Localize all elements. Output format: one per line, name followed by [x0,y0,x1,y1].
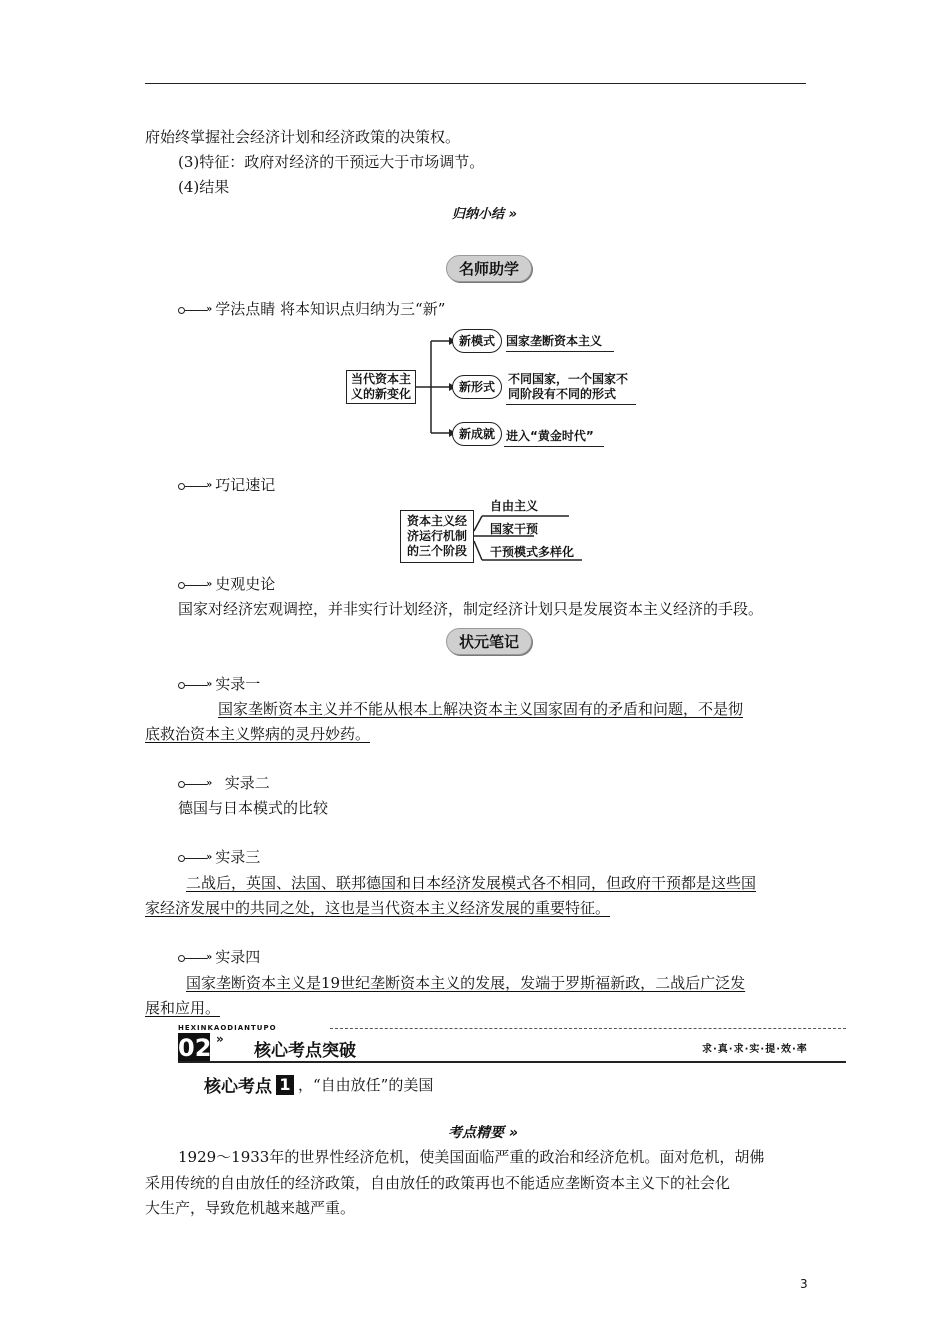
bullet-arrow-icon: » [178,953,209,963]
note-text: 德国与日本模式的比较 [178,799,329,817]
pill-teacher-help: 名师助学 [446,255,532,282]
diagram-stage-item: 自由主义 [490,499,539,513]
diagram-center-box: 当代资本主 义的新变化 [346,370,416,404]
banner-number: 02 [178,1034,212,1062]
pill-top-notes: 状元笔记 [446,628,532,655]
diagram-new-changes [346,326,646,451]
text-line: 府始终掌握社会经济计划和经济政策的决策权。 [145,128,461,146]
section-banner [178,1024,846,1064]
note-text: 展和应用。 [145,999,221,1017]
banner-dash [330,1028,846,1029]
note-title: » 实录三 [178,846,260,868]
bullet-arrow-icon: » [178,779,209,789]
diagram-node-new-form: 新形式 [452,375,502,399]
core-point-number: 1 [276,1075,294,1095]
section-title-summary: 归纳小结 » [452,207,517,222]
diagram-stage-item: 干预模式多样化 [490,545,575,559]
note-text: 二战后，英国、法国、联邦德国和日本经济发展模式各不相同，但政府干预都是这些国 [186,874,757,892]
body-text: 大生产，导致危机越来越严重。 [145,1199,356,1217]
header-rule [145,83,806,84]
diagram-three-stages [400,496,590,568]
tip-history: » 史观史论 [178,573,275,595]
note-title: » 实录四 [178,946,260,968]
bullet-arrow-icon: » [178,305,209,315]
note-text: 底救治资本主义弊病的灵丹妙药。 [145,725,371,743]
history-text: 国家对经济宏观调控，并非实行计划经济，制定经济计划只是发展资本主义经济的手段。 [178,600,764,618]
diagram-node-new-mode: 新模式 [452,329,502,353]
banner-motto: 求·真·求·实·提·效·率 [702,1044,808,1055]
diagram-node-desc: 国家垄断资本主义 [506,334,603,348]
note-text: 国家垄断资本主义并不能从根本上解决资本主义国家固有的矛盾和问题，不是彻 [218,700,744,718]
bullet-arrow-icon: » [178,481,209,491]
diagram-connector [416,326,456,451]
note-text: 家经济发展中的共同之处，这也是当代资本主义经济发展的重要特征。 [145,899,611,917]
text-line: (3)特征：政府对经济的干预远大于市场调节。 [178,153,485,171]
body-text: 采用传统的自由放任的经济政策，自由放任的政策再也不能适应垄断资本主义下的社会化 [145,1174,731,1192]
double-chevron-icon: » [504,1125,518,1141]
bullet-arrow-icon: » [178,853,209,863]
note-text: 国家垄断资本主义是19世纪垄断资本主义的发展，发端于罗斯福新政，二战后广泛发 [186,974,746,992]
double-chevron-icon: » [216,1032,224,1046]
core-point-heading: 核心考点 1 ，“自由放任”的美国 [204,1074,434,1097]
section-title-essentials: 考点精要 » [448,1125,518,1141]
bullet-arrow-icon: » [178,580,209,590]
page-number: 3 [800,1277,808,1291]
diagram-stage-box: 资本主义经 济运行机制 的三个阶段 [400,510,474,563]
note-title: » 实录一 [178,673,260,695]
diagram-node-new-achievement: 新成就 [452,422,502,446]
note-title: » 实录二 [178,772,270,794]
diagram-node-desc: 进入“黄金时代” [506,429,594,443]
tip-method: » 学法点睛 将本知识点归纳为三“新” [178,298,445,320]
double-chevron-icon: » [504,207,517,222]
underline [504,446,604,447]
diagram-node-desc: 同阶段有不同的形式 [508,387,617,401]
underline [506,404,636,405]
banner-rule [178,1061,846,1063]
tip-memory: » 巧记速记 [178,474,275,496]
body-text: 1929～1933年的世界性经济危机，使美国面临严重的政治和经济危机。面对危机，胡佛 [178,1148,765,1166]
text-line: (4)结果 [178,178,230,196]
diagram-stage-item: 国家干预 [490,522,539,536]
banner-title: 核心考点突破 [254,1041,356,1061]
banner-pinyin: HEXINKAODIANTUPO [178,1024,277,1032]
underline [506,351,614,352]
diagram-node-desc: 不同国家，一个国家不 [508,372,629,386]
bullet-arrow-icon: » [178,680,209,690]
